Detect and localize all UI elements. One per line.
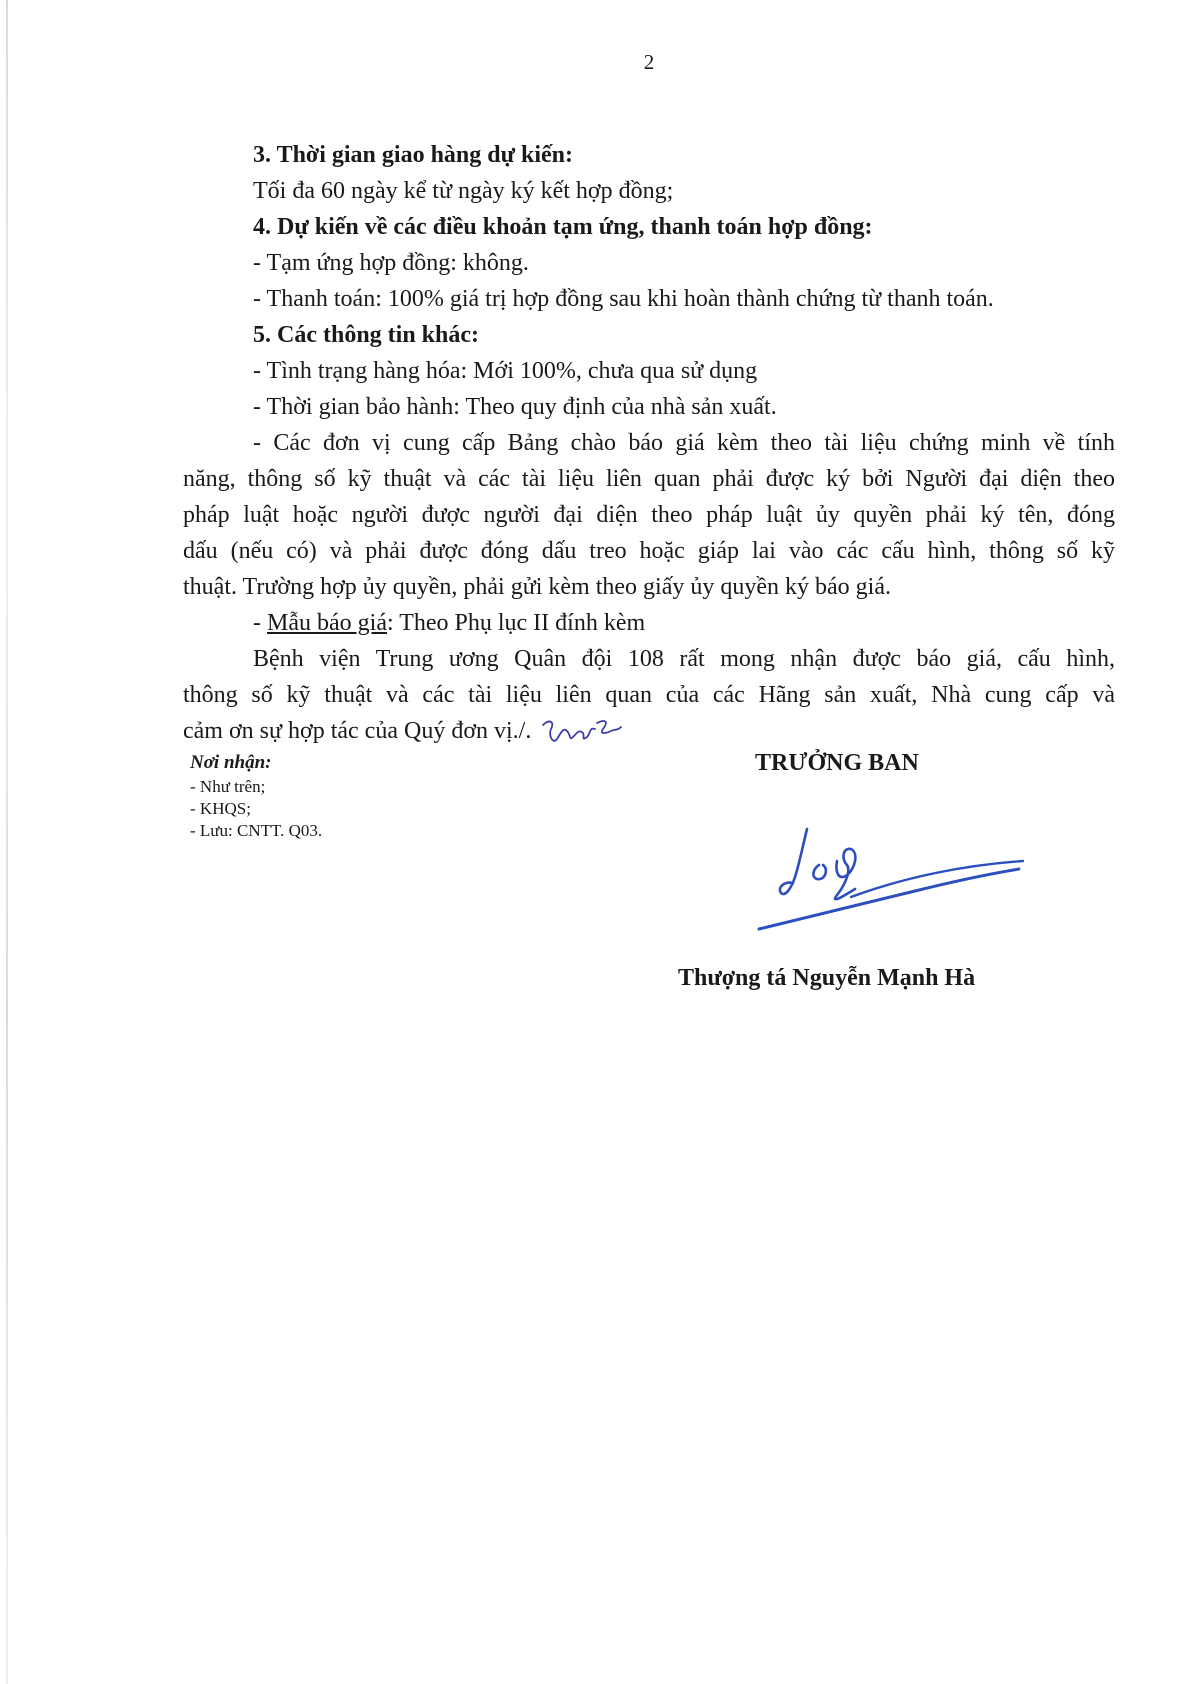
- paragraph-line: thông số kỹ thuật và các tài liệu liên quan của các Hãng sản xuất, Nhà cung cấp và: [183, 682, 1115, 708]
- section-3-heading: 3. Thời gian giao hàng dự kiến:: [253, 142, 574, 168]
- documents-requirement-paragraph: [183, 425, 1115, 605]
- paragraph-line: thuật. Trường hợp ủy quyền, phải gửi kèm theo giấy ủy quyền ký báo giá.: [183, 574, 891, 600]
- handwritten-initials: [539, 715, 625, 749]
- page-number: 2: [643, 50, 655, 74]
- quote-template-prefix: -: [253, 610, 267, 636]
- section-4-heading: 4. Dự kiến về các điều khoản tạm ứng, thanh toán hợp đồng:: [253, 214, 873, 240]
- closing-last-line-text: cảm ơn sự hợp tác của Quý đơn vị./.: [183, 718, 532, 744]
- document-body: [183, 137, 1115, 749]
- payment-item: - Thanh toán: 100% giá trị hợp đồng sau khi hoàn thành chứng từ thanh toán.: [253, 286, 994, 312]
- goods-condition-item: - Tình trạng hàng hóa: Mới 100%, chưa qua sử dụng: [253, 358, 758, 384]
- advance-payment-item: - Tạm ứng hợp đồng: không.: [253, 250, 529, 276]
- recipient-item: - Lưu: CNTT. Q03.: [190, 821, 323, 840]
- recipients-title: Nơi nhận:: [190, 752, 272, 773]
- paragraph-line: năng, thông số kỹ thuật và các tài liệu liên quan phải được ký bởi Người đại diện theo: [183, 466, 1115, 492]
- signer-name: Thượng tá Nguyễn Mạnh Hà: [678, 965, 976, 991]
- recipient-item: - KHQS;: [190, 799, 251, 818]
- page-edge: [6, 0, 8, 1684]
- delivery-time-text: Tối đa 60 ngày kể từ ngày ký kết hợp đồng;: [253, 178, 674, 204]
- recipients-block: [190, 750, 322, 842]
- paragraph-line: [183, 713, 1115, 749]
- section-5-heading: 5. Các thông tin khác:: [253, 322, 480, 348]
- recipient-item: - Như trên;: [190, 777, 266, 796]
- closing-paragraph: [183, 641, 1115, 749]
- paragraph-line: - Các đơn vị cung cấp Bảng chào báo giá kèm theo tài liệu chứng minh về tính: [253, 430, 1115, 456]
- quote-template-rest: : Theo Phụ lục II đính kèm: [386, 610, 646, 636]
- handwritten-signature: [755, 825, 1035, 935]
- paragraph-line: pháp luật hoặc người được người đại diện theo pháp luật ủy quyền phải ký tên, đóng: [183, 502, 1115, 528]
- quote-template-item: [183, 605, 1115, 641]
- paragraph-line: dấu (nếu có) và phải được đóng dấu treo hoặc giáp lai vào các cấu hình, thông số kỹ: [183, 538, 1115, 564]
- paragraph-line: Bệnh viện Trung ương Quân đội 108 rất mong nhận được báo giá, cấu hình,: [253, 646, 1115, 672]
- signer-title: TRƯỞNG BAN: [755, 750, 919, 776]
- warranty-item: - Thời gian bảo hành: Theo quy định của nhà sản xuất.: [253, 394, 777, 420]
- quote-template-label: Mẫu báo giá: [267, 610, 387, 636]
